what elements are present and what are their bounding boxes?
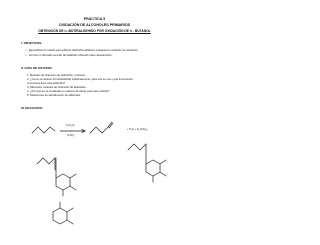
- study-guide-item: 5. Reacciones de identificación de aldehídos.: [27, 94, 81, 97]
- derivative-structure-right: [128, 144, 166, 182]
- derivative-structure-left: [37, 158, 76, 196]
- practice-subheading: OBTENCIÓN DE n -BUTIRALDEHIDO POR OXIDACIÓN DE n - BUTANOL: [38, 29, 151, 33]
- bullet-icon: ✓: [25, 54, 28, 57]
- byproducts-label: + H₂O + Cr₂(SO₄)₃: [127, 128, 148, 131]
- study-guide-item: 4. ¿Por qué se ha empleado un sistema de reflujo para este método?: [27, 90, 110, 93]
- practice-title: PRÁCTICA 5: [83, 17, 106, 21]
- study-guide-item: 2. ¿Cómo se obtiene el butiraldehído industrialmente, para qué se usa y qué importancia: [27, 78, 133, 81]
- study-guide-item: económica tiene este aldehído?: [27, 82, 65, 85]
- practice-heading: OXIDACIÓN DE ALCOHOLES PRIMARIOS: [58, 23, 131, 27]
- oxidant-label: K₂Cr₂O₇: [66, 124, 76, 127]
- section-objectives-heading: I. OBJETIVOS.: [21, 41, 43, 45]
- section-study-guide-heading: II. GUÍA DE ESTUDIO.: [21, 66, 53, 70]
- study-guide-item: 1. Métodos de obtención de aldehídos y cetonas.: [27, 74, 86, 77]
- butanal-structure: [90, 122, 113, 133]
- butanol-structure: [32, 127, 55, 133]
- derivative-structure-bottom: [53, 202, 73, 224]
- section-reaction-heading: III. REACCIÓN.: [21, 106, 43, 110]
- objective-item: Ejemplificar el método para obtener aldehídos alifáticos mediante la oxidación de alcoholes.: [29, 49, 139, 52]
- acid-label: H₂SO₄: [67, 134, 75, 137]
- bullet-icon: ✓: [25, 49, 28, 52]
- objective-item: Formar un derivado sencillo del aldehído obtenido para caracterizarlo.: [29, 54, 113, 57]
- study-guide-item: 3. Diferentes métodos de obtención de aldehídos.: [27, 86, 87, 89]
